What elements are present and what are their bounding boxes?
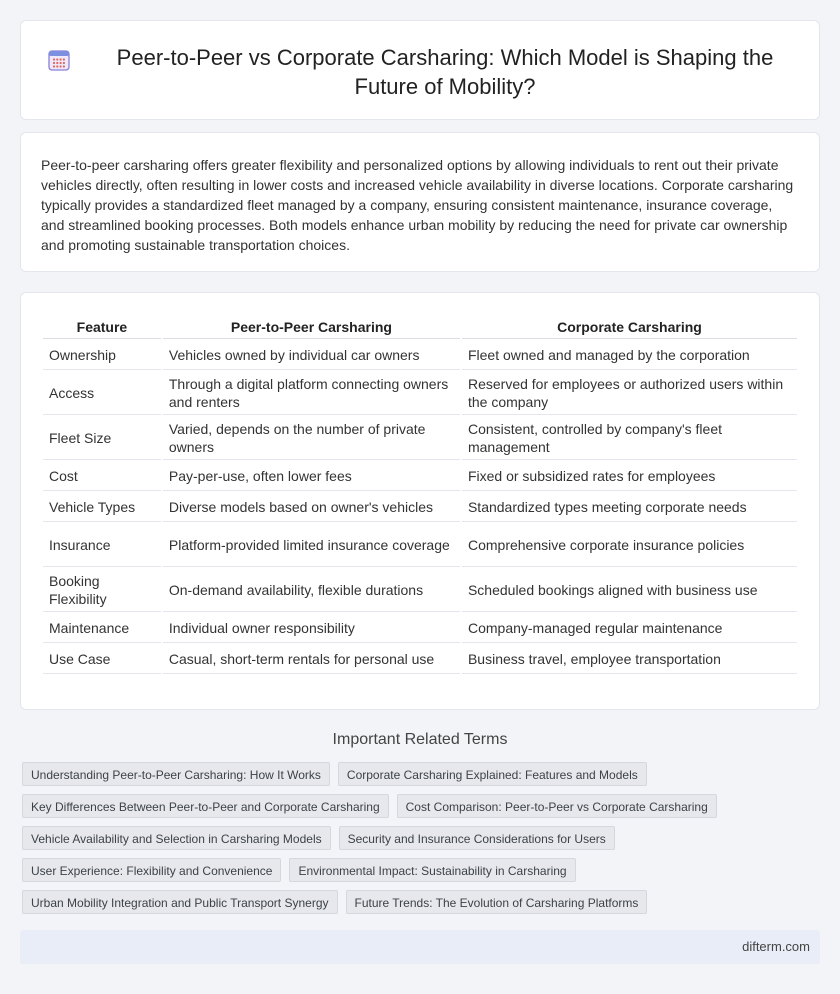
table-row xyxy=(43,569,797,612)
page-title: Peer-to-Peer vs Corporate Carsharing: Which Model is Shaping the Future of Mobility? xyxy=(116,45,774,99)
footer-site-link[interactable]: difterm.com xyxy=(742,939,810,954)
related-term-tag[interactable]: Environmental Impact: Sustainability in Carsharing xyxy=(289,858,575,882)
related-term-tag[interactable]: Understanding Peer-to-Peer Carsharing: How It Works xyxy=(22,762,330,786)
footer xyxy=(20,930,820,964)
feature-cell: Cost xyxy=(43,462,161,491)
corporate-cell: Business travel, employee transportation xyxy=(462,645,797,674)
table-row xyxy=(43,372,797,415)
table-row xyxy=(43,417,797,460)
peer-cell: Pay-per-use, often lower fees xyxy=(163,462,460,491)
related-term-tag[interactable]: Future Trends: The Evolution of Carsharing Platforms xyxy=(346,890,648,914)
peer-cell: Casual, short-term rentals for personal use xyxy=(163,645,460,674)
column-header: Feature xyxy=(43,317,161,339)
peer-cell: Through a digital platform connecting owners and renters xyxy=(163,372,460,415)
related-terms-heading: Important Related Terms xyxy=(332,731,508,748)
related-term-tag[interactable]: Vehicle Availability and Selection in Carsharing Models xyxy=(22,826,331,850)
feature-cell: Fleet Size xyxy=(43,417,161,460)
corporate-cell: Scheduled bookings aligned with business use xyxy=(462,569,797,612)
table-row xyxy=(43,493,797,522)
table-row xyxy=(43,614,797,643)
corporate-cell: Reserved for employees or authorized users within the company xyxy=(462,372,797,415)
table-header-row xyxy=(43,317,797,339)
corporate-cell: Fixed or subsidized rates for employees xyxy=(462,462,797,491)
intro-card xyxy=(20,132,820,272)
corporate-cell: Fleet owned and managed by the corporation xyxy=(462,341,797,370)
peer-cell: Individual owner responsibility xyxy=(163,614,460,643)
feature-cell: Maintenance xyxy=(43,614,161,643)
feature-cell: Booking Flexibility xyxy=(43,569,161,612)
feature-cell: Use Case xyxy=(43,645,161,674)
table-row xyxy=(43,645,797,674)
peer-cell: Varied, depends on the number of private owners xyxy=(163,417,460,460)
related-term-tag[interactable]: Urban Mobility Integration and Public Transport Synergy xyxy=(22,890,338,914)
peer-cell: Platform-provided limited insurance coverage xyxy=(163,524,460,567)
related-term-tag[interactable]: Corporate Carsharing Explained: Features and Models xyxy=(338,762,647,786)
feature-cell: Insurance xyxy=(43,524,161,567)
column-header: Corporate Carsharing xyxy=(462,317,797,339)
corporate-cell: Comprehensive corporate insurance policies xyxy=(462,524,797,567)
feature-cell: Access xyxy=(43,372,161,415)
peer-cell: Vehicles owned by individual car owners xyxy=(163,341,460,370)
column-header: Peer-to-Peer Carsharing xyxy=(163,317,460,339)
corporate-cell: Standardized types meeting corporate needs xyxy=(462,493,797,522)
related-term-tag[interactable]: Key Differences Between Peer-to-Peer and Corporate Carsharing xyxy=(22,794,389,818)
related-term-tag[interactable]: Cost Comparison: Peer-to-Peer vs Corporate Carsharing xyxy=(397,794,717,818)
corporate-cell: Company-managed regular maintenance xyxy=(462,614,797,643)
feature-cell: Ownership xyxy=(43,341,161,370)
table-row xyxy=(43,462,797,491)
related-term-tag[interactable]: Security and Insurance Considerations for Users xyxy=(339,826,615,850)
table-row xyxy=(43,524,797,567)
corporate-cell: Consistent, controlled by company's fleet management xyxy=(462,417,797,460)
intro-paragraph: Peer-to-peer carsharing offers greater flexibility and personalized options by allowing individuals to rent out their private vehicles directly, often resulting in lower costs and increased vehicle availability in diverse locations. Corporate carsharing typically provides a standardized fleet managed by a company, ensuring consistent maintenance, insurance coverage, and streamlined booking processes. Both models enhance urban mobility by reducing the need for private car ownership and promoting sustainable transportation choices. xyxy=(41,157,794,253)
related-terms-list xyxy=(22,762,722,922)
table-row xyxy=(43,341,797,370)
title-card xyxy=(20,20,820,120)
peer-cell: Diverse models based on owner's vehicles xyxy=(163,493,460,522)
related-term-tag[interactable]: User Experience: Flexibility and Convenience xyxy=(22,858,281,882)
feature-cell: Vehicle Types xyxy=(43,493,161,522)
peer-cell: On-demand availability, flexible durations xyxy=(163,569,460,612)
comparison-table xyxy=(41,315,799,676)
comparison-table-card xyxy=(20,292,820,710)
